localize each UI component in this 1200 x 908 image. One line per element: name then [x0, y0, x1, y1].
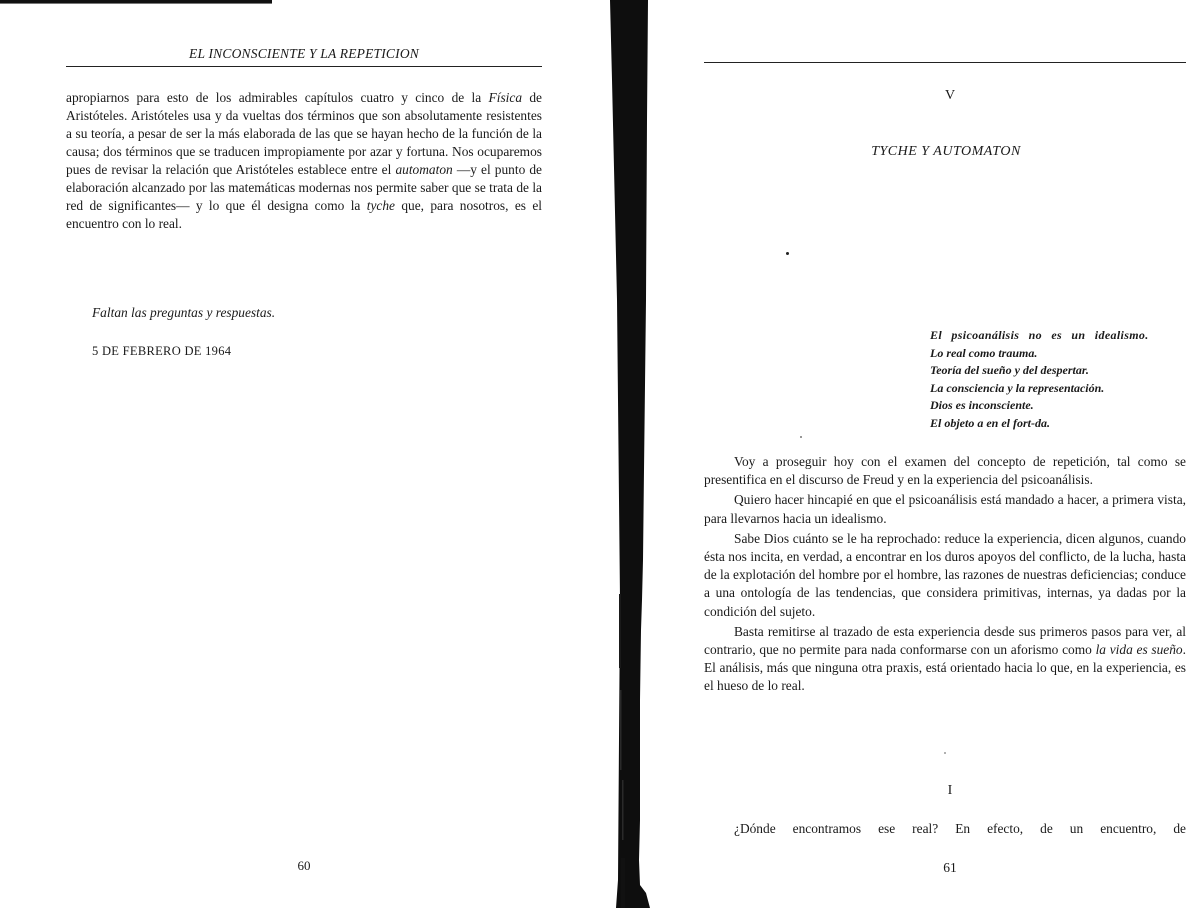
summary-line: Dios es inconsciente.	[930, 398, 1034, 413]
text-run: apropiarnos para esto de los admirables capítulos cuatro y cinco de la	[66, 90, 489, 105]
book-gutter-shadow	[606, 0, 658, 908]
page-number-right: 61	[943, 860, 957, 875]
body-paragraph	[704, 453, 1186, 489]
top-rule	[704, 62, 1186, 63]
left-paragraph	[66, 89, 542, 233]
text-run: —y el punto de elaboración alcanzado por las matemáticas modernas nos permite saber que se trata de la red de significantes— y lo que él designa como la	[66, 162, 542, 213]
text-run: Sabe Dios cuánto se le ha reprochado: reduce la experiencia, dicen algunos, cuando ésta nos incita, en verdad, a encontrar en los duros apoyos del conflicto, de la lucha, hasta de la explotación del hombre por el hombre, las razones de nuestras deficiencias; conduce a una ontología de las tendencias, que considera primitivas, internas, ya dadas por la condición del sujeto.	[704, 530, 1186, 619]
left-body-text	[66, 89, 542, 233]
text-run: Basta remitirse al trazado de esta experiencia desde sus primeros pasos para ver, al contrario, que no permite para nada conformarse con un aforismo como	[704, 623, 1186, 658]
chapter-title: TYCHE Y AUTOMATON	[871, 144, 1021, 159]
scan-speck	[786, 252, 789, 255]
scan-edge-mark-thin	[0, 3, 272, 4]
body-paragraph	[704, 623, 1186, 696]
running-head-rule	[66, 66, 542, 67]
scan-speck	[800, 436, 802, 438]
session-date: 5 DE FEBRERO DE 1964	[92, 344, 232, 358]
scan-speck	[944, 752, 946, 754]
summary-line: El psicoanálisis no es un idealismo.	[930, 328, 1149, 342]
summary-line: Teoría del sueño y del despertar.	[930, 363, 1089, 378]
editor-note: Faltan las preguntas y respuestas.	[92, 305, 276, 320]
italic-term: la vida es sueño	[1095, 642, 1183, 658]
text-run: . El análisis, más que ninguna otra praxis, está orientado hacia lo que, en la experiencia, es el hueso de lo real.	[704, 642, 1186, 694]
body-last-line: ¿Dónde encontramos ese real? En efecto, de un encuentro, de	[734, 821, 1186, 836]
summary-line: La consciencia y la representación.	[930, 380, 1105, 395]
right-body-text	[704, 453, 1186, 698]
italic-term: automaton	[395, 162, 453, 177]
chapter-number: V	[944, 88, 956, 103]
text-run: Voy a proseguir hoy con el examen del concepto de repetición, tal como se presentifica en el discurso de Freud y en la experiencia del psicoanálisis.	[704, 454, 1186, 488]
summary-line: Lo real como trauma.	[930, 345, 1038, 360]
chapter-summary	[930, 327, 1186, 433]
summary-line: El objeto a en el fort-da.	[930, 415, 1050, 430]
italic-term: tyche	[366, 198, 395, 213]
text-run: de Aristóteles. Aristóteles usa y da vueltas dos términos que son absolutamente resistentes a su teoría, a pesar de ser la más elaborada de las que se hayan hecho de la función de la causa; dos términos que se traducen impropiamente por azar y fortuna. Nos ocuparemos pues de revisar la relación que Aristóteles establece entre el	[66, 90, 542, 177]
page-number-left: 60	[297, 858, 311, 873]
text-run: que, para nosotros, es el encuentro con lo real.	[66, 198, 542, 231]
body-paragraph	[704, 530, 1186, 621]
running-head: EL INCONSCIENTE Y LA REPETICION	[189, 46, 419, 61]
text-run: Quiero hacer hincapié en que el psicoanálisis está mandado a hacer, a primera vista, para llevarnos hacia un idealismo.	[704, 492, 1186, 526]
section-number: I	[947, 783, 953, 798]
body-paragraph	[704, 491, 1186, 527]
italic-term: Física	[488, 90, 523, 105]
